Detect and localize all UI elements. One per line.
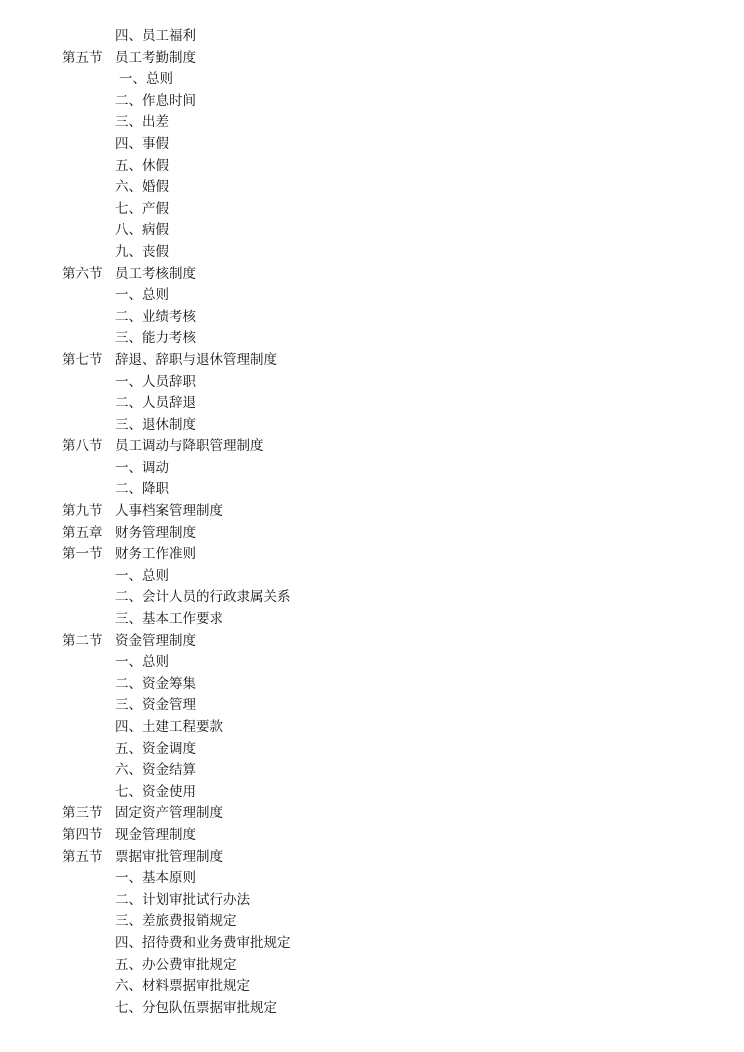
item-title: 二、人员辞退 [115, 395, 196, 412]
item-title: 二、降职 [115, 481, 169, 498]
section-title: 员工考核制度 [115, 265, 196, 282]
table-of-contents [0, 26, 744, 1019]
item-title: 三、出差 [115, 114, 169, 131]
toc-item-row [0, 393, 744, 415]
section-number: 第三节 [62, 805, 103, 822]
section-number: 第二节 [62, 632, 103, 649]
toc-item-row [0, 868, 744, 890]
toc-item-row [0, 652, 744, 674]
item-title: 七、分包队伍票据审批规定 [115, 999, 277, 1016]
item-title: 一、总则 [115, 567, 169, 584]
toc-item-row [0, 739, 744, 761]
item-title: 二、计划审批试行办法 [115, 891, 250, 908]
item-title: 二、业绩考核 [115, 308, 196, 325]
item-title: 四、事假 [115, 135, 169, 152]
section-title: 固定资产管理制度 [115, 805, 223, 822]
section-title: 辞退、辞职与退休管理制度 [115, 351, 277, 368]
toc-item-row [0, 782, 744, 804]
section-number: 第一节 [62, 546, 103, 563]
item-title: 五、资金调度 [115, 740, 196, 757]
toc-section-row [0, 803, 744, 825]
section-number: 第五节 [62, 49, 103, 66]
toc-section-row [0, 501, 744, 523]
toc-item-row [0, 955, 744, 977]
item-title: 一、总则 [115, 287, 169, 304]
item-title: 七、资金使用 [115, 783, 196, 800]
toc-section-row [0, 436, 744, 458]
item-title: 五、办公费审批规定 [115, 956, 237, 973]
item-title: 七、产假 [115, 200, 169, 217]
toc-item-row [0, 695, 744, 717]
section-number: 第八节 [62, 438, 103, 455]
toc-item-row [0, 91, 744, 113]
toc-item-row [0, 156, 744, 178]
item-title: 一、总则 [115, 654, 169, 671]
item-title: 六、材料票据审批规定 [115, 978, 250, 995]
item-title: 四、土建工程要款 [115, 719, 223, 735]
toc-item-row [0, 177, 744, 199]
toc-item-row [0, 242, 744, 264]
toc-section-row [0, 264, 744, 286]
toc-item-row [0, 458, 744, 480]
toc-item-row [0, 479, 744, 501]
toc-section-row [0, 544, 744, 566]
toc-item-row [0, 285, 744, 307]
toc-section-row [0, 825, 744, 847]
toc-section-row [0, 350, 744, 372]
item-title: 四、员工福利 [115, 28, 196, 44]
item-title: 三、能力考核 [115, 330, 196, 347]
item-title: 五、休假 [115, 157, 169, 174]
item-title: 四、招待费和业务费审批规定 [115, 934, 291, 951]
item-title: 一、人员辞职 [115, 373, 196, 390]
item-title: 一、调动 [115, 459, 169, 476]
toc-item-row [0, 220, 744, 242]
toc-section-row [0, 523, 744, 545]
section-title: 财务工作准则 [115, 546, 196, 563]
toc-section-row [0, 847, 744, 869]
toc-item-row [0, 911, 744, 933]
section-number: 第七节 [62, 351, 103, 368]
item-title: 九、丧假 [115, 243, 169, 260]
item-title: 二、会计人员的行政隶属关系 [115, 589, 291, 606]
section-title: 员工考勤制度 [115, 49, 196, 66]
toc-item-row [0, 760, 744, 782]
toc-item-row [0, 566, 744, 588]
toc-item-row [0, 26, 744, 48]
toc-item-row [0, 609, 744, 631]
item-title: 八、病假 [115, 222, 169, 239]
toc-item-row [0, 415, 744, 437]
toc-item-row [0, 328, 744, 350]
item-title: 一、基本原则 [115, 870, 196, 887]
section-number: 第六节 [62, 265, 103, 282]
toc-item-row [0, 933, 744, 955]
section-number: 第五节 [62, 848, 103, 865]
toc-item-row [0, 199, 744, 221]
toc-item-row [0, 674, 744, 696]
toc-item-row [0, 998, 744, 1020]
item-title: 三、资金管理 [115, 697, 196, 714]
item-title: 三、差旅费报销规定 [115, 913, 237, 930]
toc-item-row [0, 112, 744, 134]
toc-item-row [0, 976, 744, 998]
toc-item-row [0, 134, 744, 156]
item-title: 二、作息时间 [115, 92, 196, 109]
section-title: 财务管理制度 [115, 524, 196, 541]
toc-item-row [0, 69, 744, 91]
section-title: 人事档案管理制度 [115, 503, 223, 520]
item-title: 三、退休制度 [115, 416, 196, 433]
section-title: 票据审批管理制度 [115, 848, 223, 865]
section-number: 第五章 [62, 524, 103, 541]
section-title: 员工调动与降职管理制度 [115, 438, 264, 455]
item-title: 二、资金筹集 [115, 675, 196, 692]
toc-section-row [0, 48, 744, 70]
item-title: 六、资金结算 [115, 762, 196, 779]
section-number: 第四节 [62, 826, 103, 843]
toc-section-row [0, 631, 744, 653]
toc-item-row [0, 717, 744, 739]
toc-item-row [0, 307, 744, 329]
item-title: 六、婚假 [115, 179, 169, 196]
section-title: 现金管理制度 [115, 826, 196, 843]
section-number: 第九节 [62, 503, 103, 520]
section-title: 资金管理制度 [115, 632, 196, 649]
toc-item-row [0, 890, 744, 912]
toc-item-row [0, 587, 744, 609]
toc-item-row [0, 372, 744, 394]
item-title: 三、基本工作要求 [115, 611, 223, 628]
item-title: 一、总则 [119, 71, 173, 88]
